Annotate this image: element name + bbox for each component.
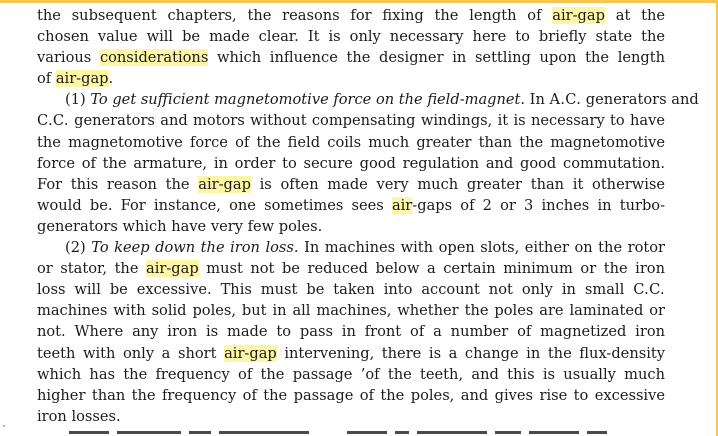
text-span: generators and [581,91,699,109]
item-title: To keep down the iron loss. [91,239,299,257]
text-span: generators and motors without compensating windings, it is necessary to have [68,112,665,130]
para3-line2 [37,258,665,279]
text-span: -gaps of 2 or 3 inches in turbo- [412,196,665,214]
highlighted-term: air-gap [55,70,109,88]
text-span: teeth with only a short [37,344,225,362]
para2-line6 [37,195,665,216]
cropped-next-line [37,431,665,436]
text-span: which has the frequency of the passage ’of the teeth, and this is usually much [37,365,665,383]
highlighted-term: air-gap [198,175,251,193]
text-span: the subsequent chapters, the reasons for fixing the length of [37,7,553,24]
para3-line4 [37,300,665,321]
text-span: intervening, there is a change in the flux-density [276,344,665,362]
text-span: . [108,70,114,88]
text-span: or stator, the [37,260,147,278]
text-span: loss will be excessive. This must be taken into account not only in small [37,281,634,299]
text-span: would be. For instance, one sometimes sees [37,196,392,214]
top-border [0,0,718,3]
item-title: To get sufficient magnetomotive force on the field-magnet. [90,91,526,109]
text-span: at the [604,7,665,24]
document-page [37,5,699,427]
para2-line2 [37,110,665,131]
text-span: must not be reduced below a certain minimum or the iron [198,260,665,278]
text-span: various [37,49,100,67]
para3-line1 [37,237,665,258]
para2-line4 [37,153,665,174]
para3-line3 [37,279,665,300]
para3-line7 [37,364,665,385]
text-span: machines with solid poles, but in all machines, whether the poles are laminated or [37,302,665,320]
para2-line7 [37,216,665,237]
item-number: (2) [65,239,92,257]
text-span: In machines with open slots, either on the rotor [298,239,666,257]
para1-line2 [37,26,665,47]
para3-line5 [37,321,665,342]
text-span: In [525,91,550,109]
para3-line9 [37,406,665,427]
para1-line1 [37,5,665,26]
text-span: chosen value will be made clear. It is only necessary here to briefly state the [37,28,665,46]
para1-line4 [37,68,665,89]
text-span: which influence the designer in settling upon the length [208,49,665,67]
text-span: force of the armature, in order to secure good regulation and good commutation. [37,154,665,172]
highlighted-term: air [391,196,413,214]
item-number: (1) [65,91,91,109]
para2-line1 [37,89,699,110]
highlighted-term: air-gap [146,260,199,278]
para3-line6 [37,343,665,364]
text-span: higher than the frequency of the passage of the poles, and gives rise to excessive [37,386,665,404]
edge-mark [3,425,5,427]
para2-line5 [37,174,665,195]
text-span: the magnetomotive force of the field coils much greater than the magnetomotive [37,133,665,151]
highlighted-term: air-gap [224,344,277,362]
para1-line3 [37,47,665,68]
text-span: is often made very much greater than it otherwise [250,175,665,193]
text-span: generators which have very few poles. [37,217,323,235]
text-span: iron losses. [37,407,121,425]
para2-line3 [37,132,665,153]
text-span: of [37,70,56,88]
highlighted-term: air-gap [552,7,605,24]
abbreviation: C.C. [633,281,665,299]
abbreviation: C.C. [37,112,69,130]
abbreviation: A.C. [549,91,582,109]
text-span: not. Where any iron is made to pass in front of a number of magnetized iron [37,323,665,341]
highlighted-term: considerations [99,49,209,67]
para3-line8 [37,385,665,406]
text-span: For this reason the [37,175,199,193]
